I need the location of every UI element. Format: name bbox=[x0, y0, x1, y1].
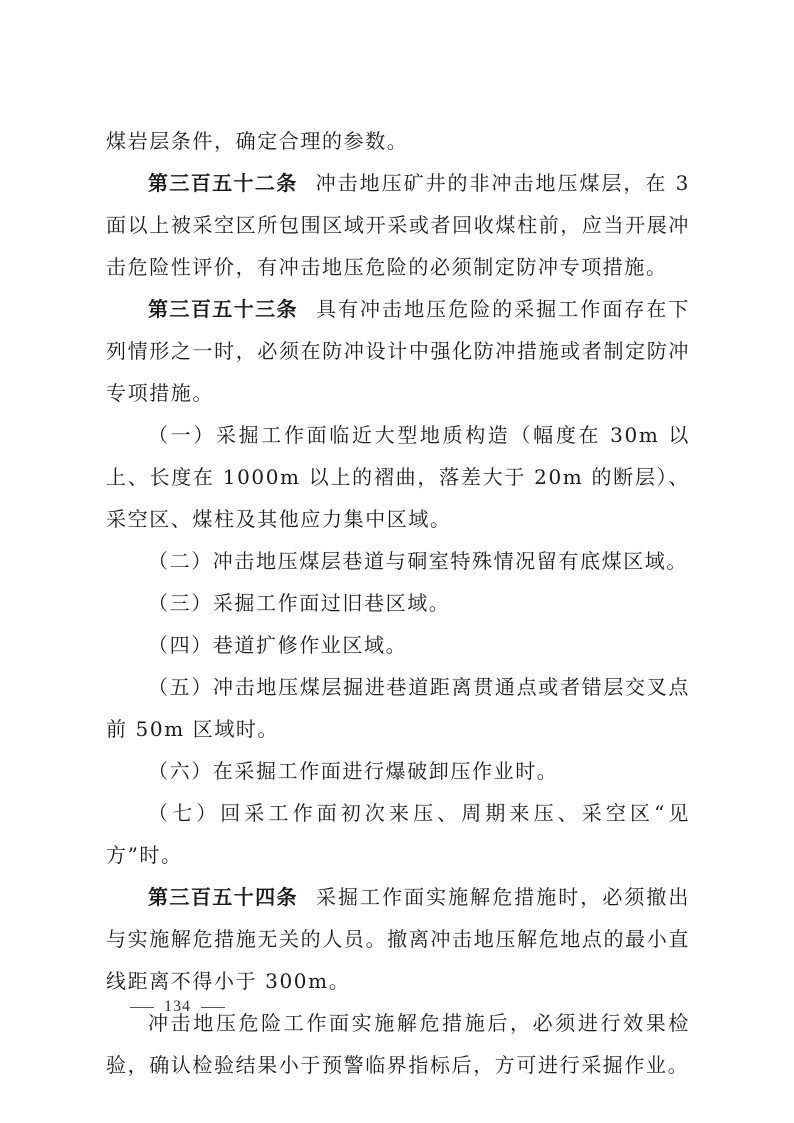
paragraph-text: （七）回采工作面初次来压、周期来压、采空区“见方”时。 bbox=[106, 801, 690, 867]
list-item-7 bbox=[106, 792, 690, 876]
list-item-3 bbox=[106, 582, 690, 624]
list-item-2 bbox=[106, 540, 690, 582]
list-item-4 bbox=[106, 624, 690, 666]
paragraph-text: （六）在采掘工作面进行爆破卸压作业时。 bbox=[148, 759, 559, 783]
paragraph-text: （三）采掘工作面过旧巷区域。 bbox=[148, 591, 451, 615]
page-number: 134 bbox=[164, 998, 191, 1015]
document-body bbox=[106, 120, 690, 1086]
paragraph-text: 冲击地压矿井的非冲击地压煤层，在 3 面以上被采空区所包围区域开采或者回收煤柱前，应当开展冲击危险性评价，有冲击地压危险的必须制定防冲专项措施。 bbox=[106, 171, 691, 279]
paragraph-text: 煤岩层条件，确定合理的参数。 bbox=[106, 129, 409, 153]
paragraph-text: （四）巷道扩修作业区域。 bbox=[148, 633, 408, 657]
list-item-5 bbox=[106, 666, 690, 750]
paragraph-text: 采掘工作面实施解危措施时，必须撤出与实施解危措施无关的人员。撤离冲击地压解危地点的最小直线距离不得小于 300m。 bbox=[106, 885, 690, 993]
article-heading: 第三百五十四条 bbox=[148, 885, 298, 909]
list-item-1 bbox=[106, 414, 690, 540]
footer-dash-left bbox=[130, 1007, 154, 1008]
paragraph-article-352 bbox=[106, 162, 690, 288]
paragraph-text: 冲击地压危险工作面实施解危措施后，必须进行效果检验，确认检验结果小于预警临界指标后，方可进行采掘作业。 bbox=[106, 1011, 690, 1077]
paragraph bbox=[106, 120, 690, 162]
page-footer bbox=[120, 998, 235, 1016]
paragraph-text: （二）冲击地压煤层巷道与硐室特殊情况留有底煤区域。 bbox=[148, 549, 688, 573]
paragraph-text: （五）冲击地压煤层掘进巷道距离贯通点或者错层交叉点前 50m 区域时。 bbox=[106, 675, 690, 741]
paragraph-text: （一）采掘工作面临近大型地质构造（幅度在 30m 以上、长度在 1000m 以上的褶曲，落差大于 20m 的断层）、采空区、煤柱及其他应力集中区域。 bbox=[106, 423, 690, 531]
paragraph-article-354 bbox=[106, 876, 690, 1002]
footer-dash-right bbox=[201, 1007, 225, 1008]
paragraph-article-353 bbox=[106, 288, 690, 414]
list-item-6 bbox=[106, 750, 690, 792]
paragraph-text: 具有冲击地压危险的采掘工作面存在下列情形之一时，必须在防冲设计中强化防冲措施或者制定防冲专项措施。 bbox=[106, 297, 690, 405]
article-heading: 第三百五十三条 bbox=[148, 297, 298, 321]
article-heading: 第三百五十二条 bbox=[148, 171, 298, 195]
